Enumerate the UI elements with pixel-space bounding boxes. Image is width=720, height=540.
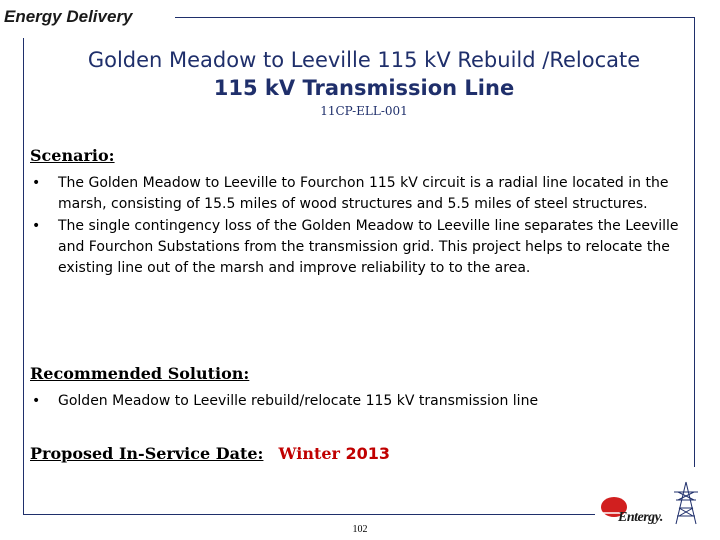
in-service-season: Winter [278,444,340,463]
page-number: 102 [352,524,368,535]
solution-bullet-1: • Golden Meadow to Leeville rebuild/relocate 115 kV transmission line [30,391,690,412]
solution-heading: Recommended Solution: [30,364,250,383]
frame-bottom-border [23,514,595,515]
header-label: Energy Delivery [4,7,133,26]
scenario-heading: Scenario: [30,146,115,165]
in-service-date [279,444,391,463]
scenario-bullets [30,173,690,280]
transmission-tower-icon [674,482,698,524]
in-service-row [30,444,390,463]
solution-bullets [30,391,690,413]
frame-top-border [175,17,695,18]
in-service-year: 2013 [345,444,391,463]
scenario-bullet-2: • The single contingency loss of the Golden Meadow to Leeville line separates the Leeville and Fourchon Substations from the transmission grid. This project helps to relocate the existing line out of the marsh and improve reliability to to the area. [30,216,690,279]
scenario-bullet-1: • The Golden Meadow to Leeville to Fourchon 115 kV circuit is a radial line located in the marsh, consisting of 15.5 miles of wood structures and 5.5 miles of steel structures. [30,173,690,215]
title-line-1: Golden Meadow to Leeville 115 kV Rebuild /Relocate [87,48,641,72]
slide-title [30,46,698,102]
frame-left-border [23,38,24,515]
entergy-logo-text: Entergy. [618,510,663,525]
in-service-heading: Proposed In-Service Date: [30,444,264,463]
entergy-logo [598,480,708,530]
project-code: 11CP-ELL-001 [320,104,408,118]
title-line-2: 115 kV Transmission Line [213,76,515,100]
